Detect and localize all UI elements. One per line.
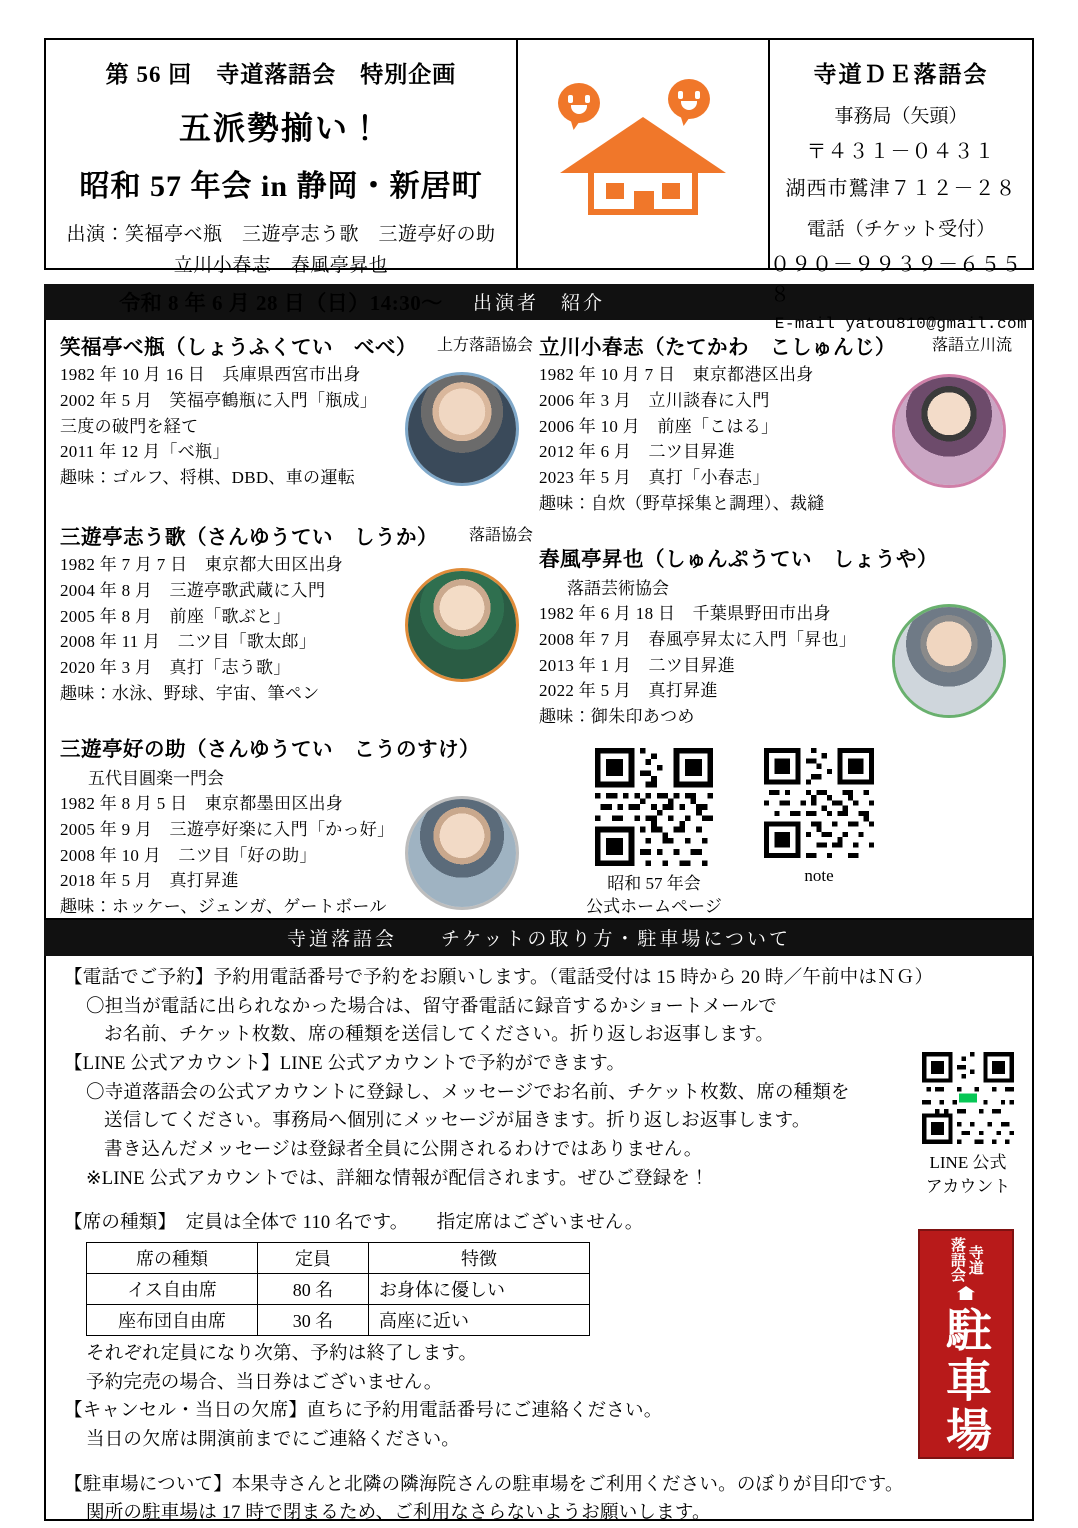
- performers-column-left: [60, 330, 539, 934]
- phone-reservation-line: 【電話でご予約】予約用電話番号で予約をお願いします。（電話受付は 15 時から 20 時／午前中はＮＧ）: [64, 968, 934, 988]
- banner-col-1: 寺道: [966, 1244, 984, 1275]
- table-header-row: [87, 1243, 590, 1274]
- performer-card-bebe: [60, 330, 539, 508]
- logo-cell: [516, 40, 770, 268]
- bio-line: 趣味：ゴルフ、将棋、DBD、車の運転: [60, 468, 355, 488]
- seat-types-table: [86, 1242, 590, 1336]
- flyer-page: [44, 38, 1034, 1524]
- col-seat-type: 席の種類: [87, 1243, 258, 1274]
- line-qr-caption-line2: アカウント: [925, 1176, 1011, 1196]
- bio-line: 2008 年 7 月 春風亭昇太に入門「昇也」: [539, 629, 857, 649]
- organizer-office: 事務局（矢頭）: [834, 106, 968, 127]
- cell-capacity: 30 名: [258, 1305, 369, 1336]
- bio-line: 2006 年 3 月 立川談春に入門: [539, 390, 770, 410]
- line-note-line: 〇寺道落語会の公式アカウントに登録し、メッセージでお名前、チケット枚数、席の種類を: [86, 1082, 850, 1103]
- bio-line: 1982 年 8 月 5 日 東京都墨田区出身: [60, 794, 344, 813]
- cell-feature: お身体に優しい: [369, 1274, 590, 1305]
- parking-line: 【駐車場について】本果寺さんと北隣の隣海院さんの駐車場をご利用ください。のぼりが目印です。: [64, 1474, 904, 1495]
- organizer-address: 湖西市鷲津７１２－２８: [785, 179, 1017, 202]
- event-series-line: 第 56 回 寺道落語会 特別企画: [105, 62, 457, 87]
- col-feature: 特徴: [369, 1243, 590, 1274]
- performers-section-bar: 出演者 紹介: [44, 284, 1034, 320]
- smile-bubble-right-icon: [668, 79, 710, 119]
- bio-line: 趣味：自炊（野草採集と調理）、裁縫: [539, 494, 825, 514]
- performer-org: 落語立川流: [931, 337, 1012, 354]
- line-note-line: 書き込んだメッセージは登録者全員に公開されるわけではありません。: [104, 1140, 703, 1161]
- bio-line: 2011 年 12 月「べ瓶」: [60, 442, 230, 462]
- seats-note: 予約完売の場合、当日券はございません。: [86, 1372, 443, 1393]
- banner-parking-label: 駐車場: [940, 1306, 992, 1456]
- event-subtitle: 昭和 57 年会 in 静岡・新居町: [79, 170, 483, 203]
- cell-seat-type: イス自由席: [87, 1274, 258, 1305]
- banner-col-2: 落語会: [949, 1237, 966, 1282]
- qr-code-icon[interactable]: [764, 748, 874, 858]
- qr-caption-line2: 公式ホームページ: [586, 896, 722, 916]
- cancel-policy-line: 【キャンセル・当日の欠席】直ちに予約用電話番号にご連絡ください。: [64, 1401, 663, 1422]
- ticket-info-section: [44, 956, 1034, 1524]
- performer-photo: [892, 374, 1006, 488]
- qr-code-icon[interactable]: [595, 748, 713, 866]
- bio-line: 2022 年 5 月 真打昇進: [539, 681, 718, 701]
- phone-note-line: 〇担当が電話に出られなかった場合は、留守番電話に録音するかショートメールで: [86, 996, 777, 1017]
- performer-org: 落語協会: [468, 527, 533, 544]
- bio-line: 1982 年 10 月 7 日 東京都港区出身: [539, 365, 814, 384]
- qr-note[interactable]: [754, 748, 884, 888]
- table-row: [87, 1305, 590, 1336]
- bio-line: 三度の破門を経て: [60, 416, 199, 436]
- qr-caption-line1: 昭和 57 年会: [607, 873, 701, 893]
- seats-note: それぞれ定員になり次第、予約は終了します。: [86, 1344, 478, 1365]
- bio-line: 趣味：ホッケー、ジェンガ、ゲートボール: [60, 897, 387, 917]
- performer-card-shiuka: [60, 520, 539, 720]
- bio-line: 2020 年 3 月 真打「志う歌」: [60, 658, 291, 678]
- table-row: [87, 1274, 590, 1305]
- banner-top-text: [949, 1237, 983, 1282]
- bio-line: 2005 年 8 月 前座「歌ぶと」: [60, 606, 291, 626]
- bio-line: 2013 年 1 月 二ツ目昇進: [539, 655, 736, 675]
- bio-line: 2005 年 9 月 三遊亭好楽に入門「かっ好」: [60, 819, 395, 839]
- performer-name: 三遊亭志う歌（さんゆうてい しうか）: [60, 527, 438, 549]
- cell-capacity: 80 名: [258, 1274, 369, 1305]
- performer-name: 立川小春志（たてかわ こしゅんじ）: [539, 337, 896, 359]
- qr-code-icon[interactable]: [922, 1052, 1014, 1144]
- line-reservation-line: 【LINE 公式アカウント】LINE 公式アカウントで予約ができます。: [64, 1054, 626, 1075]
- bio-line: 趣味：御朱印あつめ: [539, 707, 695, 727]
- bio-line: 2012 年 6 月 二ツ目昇進: [539, 442, 736, 462]
- col-capacity: 定員: [258, 1243, 369, 1274]
- performer-card-shoya: [539, 542, 1018, 732]
- bio-line: 1982 年 7 月 7 日 東京都大田区出身: [60, 555, 344, 574]
- organizer-email[interactable]: E-mail yatou810@gmail.com: [774, 315, 1028, 333]
- performer-card-kounosuke: [60, 732, 539, 922]
- cancel-policy-line: 当日の欠席は開演前までにご連絡ください。: [86, 1430, 461, 1451]
- line-qr-caption-line1: LINE 公式: [929, 1152, 1007, 1172]
- performer-photo: [892, 604, 1006, 718]
- organizer-tel-label: 電話（チケット受付）: [806, 219, 996, 240]
- performer-photo: [405, 568, 519, 682]
- banner-house-icon: [957, 1286, 975, 1300]
- event-title: 五派勢揃い！: [178, 110, 383, 146]
- performer-org: 上方落語協会: [436, 337, 533, 354]
- performer-org: 落語芸術協会: [567, 579, 669, 598]
- event-date: 令和 8 年 6 月 28 日（日）14:30〜: [119, 291, 443, 315]
- qr-official-site[interactable]: [579, 748, 729, 919]
- qr-caption-line1: note: [804, 865, 834, 885]
- line-official-qr[interactable]: [922, 1052, 1014, 1198]
- ticket-section-bar: 寺道落語会 チケットの取り方・駐車場について: [44, 920, 1034, 956]
- organizer-zip: 〒４３１－０４３１: [806, 142, 996, 165]
- bio-line: 2004 年 8 月 三遊亭歌武蔵に入門: [60, 580, 326, 600]
- performer-photo: [405, 796, 519, 910]
- seats-heading: 【席の種類】 定員は全体で 110 名です。 指定席はございません。: [64, 1213, 644, 1234]
- performers-column-right: [539, 330, 1018, 934]
- performer-name: 三遊亭好の助（さんゆうてい こうのすけ）: [60, 739, 480, 761]
- performer-org: 五代目圓楽一門会: [88, 769, 224, 788]
- bio-line: 2018 年 5 月 真打昇進: [60, 871, 239, 891]
- organizer-tel: ０９０－９９３９－６５５８: [770, 255, 1022, 308]
- header-right: [770, 40, 1032, 333]
- header-left: [46, 40, 516, 315]
- cell-feature: 高座に近い: [369, 1305, 590, 1336]
- performer-card-koshunji: [539, 330, 1018, 530]
- cast-line-1: 出演：笑福亭べ瓶 三遊亭志う歌 三遊亭好の助: [66, 224, 496, 245]
- line-note-line: 送信してください。事務局へ個別にメッセージが届きます。折り返しお返事します。: [104, 1111, 811, 1132]
- cast-line-2: 立川小春志 春風亭昇也: [173, 255, 389, 276]
- bio-line: 趣味：水泳、野球、宇宙、筆ペン: [60, 684, 320, 704]
- bio-line: 2008 年 11 月 二ツ目「歌太郎」: [60, 632, 317, 652]
- line-note-line: ※LINE 公式アカウントでは、詳細な情報が配信されます。ぜひご登録を！: [86, 1168, 709, 1189]
- performer-name: 笑福亭べ瓶（しょうふくてい べべ）: [60, 337, 417, 359]
- temple-house-icon: [548, 79, 738, 229]
- bio-line: 1982 年 10 月 16 日 兵庫県西宮市出身: [60, 365, 361, 384]
- bio-line: 2023 年 5 月 真打「小春志」: [539, 468, 770, 488]
- bio-line: 2008 年 10 月 二ツ目「好の助」: [60, 845, 317, 865]
- bio-line: 2006 年 10 月 前座「こはる」: [539, 416, 779, 436]
- performers-section: [44, 320, 1034, 920]
- parking-banner: [918, 1229, 1014, 1459]
- performer-name: 春風亭昇也（しゅんぷうてい しょうや）: [539, 549, 938, 571]
- bio-line: 2002 年 5 月 笑福亭鶴瓶に入門「瓶成」: [60, 390, 378, 410]
- smile-bubble-left-icon: [558, 83, 600, 123]
- performer-photo: [405, 372, 519, 486]
- bio-line: 1982 年 6 月 18 日 千葉県野田市出身: [539, 604, 831, 623]
- cell-seat-type: 座布団自由席: [87, 1305, 258, 1336]
- phone-note-line: お名前、チケット枚数、席の種類を送信してください。折り返しお返事します。: [104, 1025, 775, 1046]
- organizer-title: 寺道ＤＥ落語会: [813, 62, 989, 87]
- parking-line: 関所の駐車場は 17 時で閉まるため、ご利用なさらないようお願いします。: [86, 1503, 711, 1524]
